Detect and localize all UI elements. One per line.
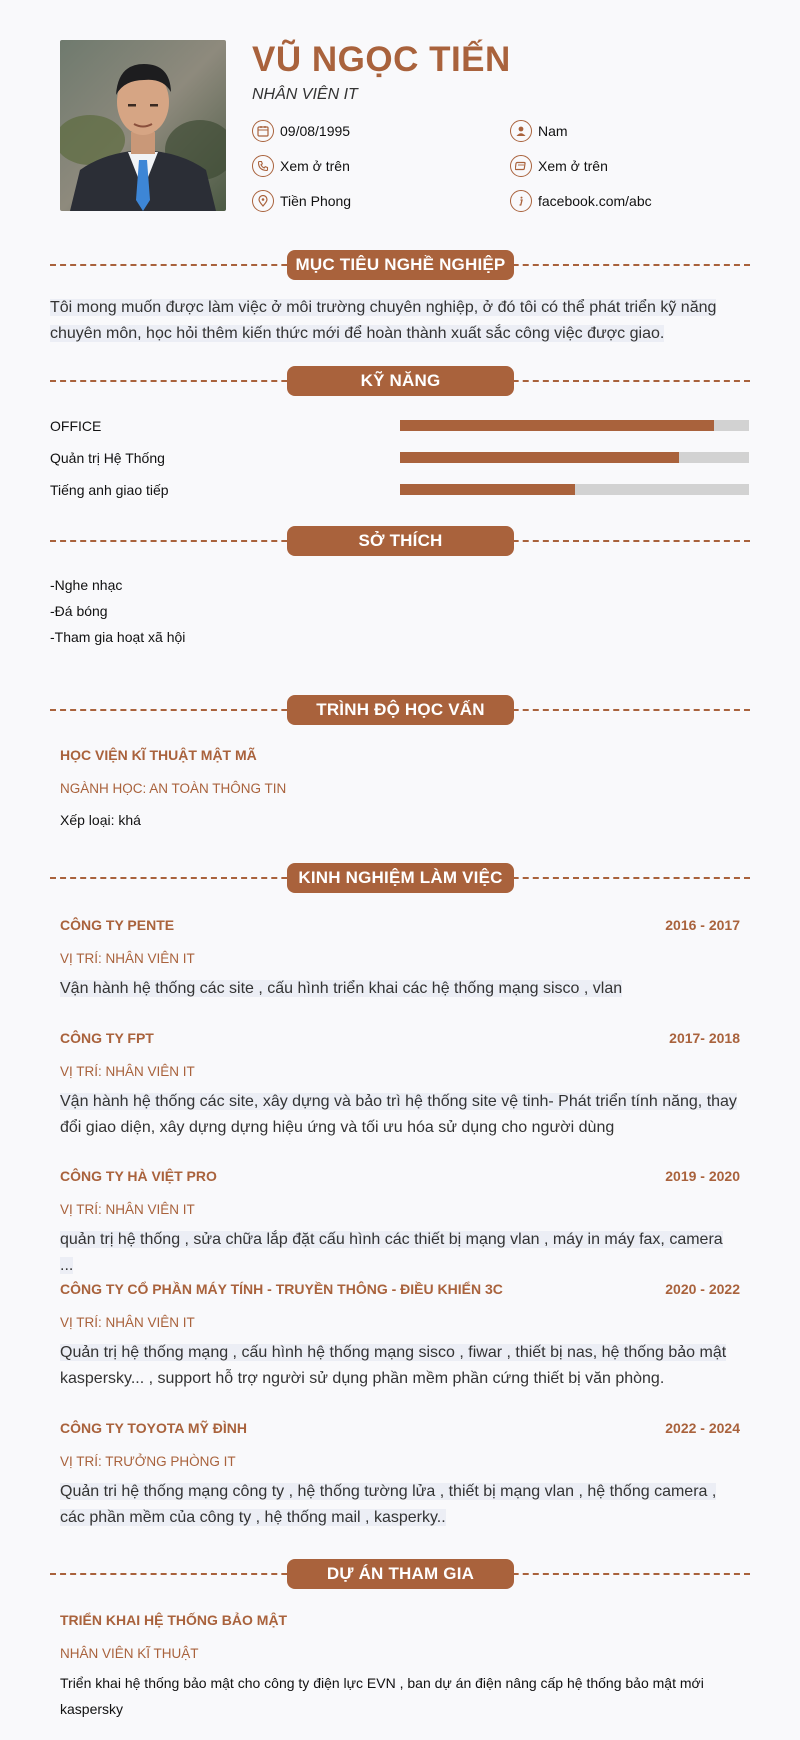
skill-label: Quản trị Hệ Thống: [50, 450, 165, 466]
hobby-item: -Đá bóng: [50, 603, 108, 619]
work-date: 2020 - 2022: [665, 1281, 740, 1297]
project-role: NHÂN VIÊN KĨ THUẬT: [60, 1646, 199, 1661]
work-date: 2017- 2018: [669, 1030, 740, 1046]
section-projects: [50, 1558, 750, 1590]
email-value: Xem ở trên: [538, 158, 608, 174]
objective-text: [50, 295, 750, 347]
candidate-role: NHÂN VIÊN IT: [252, 86, 358, 103]
work-description: [60, 1479, 740, 1531]
school-name: HỌC VIỆN KĨ THUẬT MẬT MÃ: [60, 747, 257, 763]
company-name: CÔNG TY FPT: [60, 1030, 154, 1046]
work-date: 2019 - 2020: [665, 1168, 740, 1184]
skill-bar: [400, 452, 749, 463]
work-description: [60, 976, 740, 1002]
work-description: [60, 1227, 740, 1279]
birthday-value: 09/08/1995: [280, 123, 351, 139]
skill-bar: [400, 420, 749, 431]
calendar-icon: [252, 120, 274, 142]
grade: Xếp loại: khá: [60, 812, 141, 828]
section-objective: [50, 249, 750, 281]
skill-bar: [400, 484, 749, 495]
phone-field: [252, 155, 350, 177]
section-title: TRÌNH ĐỘ HỌC VẤN: [287, 695, 514, 725]
project-description-line: kaspersky: [60, 1701, 124, 1717]
skill-label: OFFICE: [50, 418, 102, 434]
company-name: CÔNG TY HÀ VIỆT PRO: [60, 1168, 217, 1184]
location-pin-icon: [252, 190, 274, 212]
objective-line: chuyên môn, học hỏi thêm kiến thức mới để hoàn thành xuất sắc công việc được giao.: [50, 325, 665, 342]
skill-bar-fill: [400, 420, 714, 431]
skill-bar-fill: [400, 484, 575, 495]
work-description-line: kaspersky... , support hỗ trợ người sử dụng phần mềm phần cứng thiết bị văn phòng.: [60, 1370, 665, 1387]
hobby-item: -Nghe nhạc: [50, 577, 123, 593]
gender-field: [510, 120, 568, 142]
user-icon: [510, 120, 532, 142]
address-field: [252, 190, 351, 212]
section-title: MỤC TIÊU NGHỀ NGHIỆP: [287, 250, 514, 280]
work-position: VỊ TRÍ: TRƯỞNG PHÒNG IT: [60, 1454, 236, 1469]
company-name: CÔNG TY PENTE: [60, 917, 175, 933]
work-description-line: quản trị hệ thống , sửa chữa lắp đặt cấu hình các thiết bị mạng vlan , máy in máy fax, camera ...: [60, 1231, 723, 1274]
skill-label: Tiếng anh giao tiếp: [50, 482, 169, 498]
hobby-item: -Tham gia hoạt xã hội: [50, 629, 186, 645]
section-title: KINH NGHIỆM LÀM VIỆC: [287, 863, 514, 893]
section-experience: [50, 862, 750, 894]
work-description: [60, 1340, 740, 1392]
work-description-line: các phần mềm của công ty , hệ thống mail , kasperky..: [60, 1509, 446, 1526]
section-title: SỞ THÍCH: [287, 526, 514, 556]
section-hobbies: [50, 525, 750, 557]
work-description-line: đổi giao diện, xây dựng dựng hiệu ứng và tối ưu hóa sử dụng cho người dùng: [60, 1119, 615, 1136]
company-name: CÔNG TY CỔ PHẦN MÁY TÍNH - TRUYỀN THÔNG - ĐIỀU KHIỂN 3C: [60, 1281, 503, 1297]
section-education: [50, 694, 750, 726]
mail-icon: [510, 155, 532, 177]
skill-bar-fill: [400, 452, 679, 463]
project-title: TRIỂN KHAI HỆ THỐNG BẢO MẬT: [60, 1612, 288, 1628]
phone-icon: [252, 155, 274, 177]
project-description: [60, 1670, 740, 1722]
gender-value: Nam: [538, 123, 568, 139]
section-title: KỸ NĂNG: [287, 366, 514, 396]
work-description-line: Quản trị hệ thống mạng , cấu hình hệ thống mạng sisco , fiwar , thiết bị nas, hệ thống bảo mật: [60, 1344, 727, 1361]
profile-photo: [60, 40, 226, 211]
work-description-line: Vận hành hệ thống các site , cấu hình triển khai các hệ thống mạng sisco , vlan: [60, 980, 623, 997]
work-position: VỊ TRÍ: NHÂN VIÊN IT: [60, 1202, 195, 1217]
address-value: Tiền Phong: [280, 193, 352, 209]
major: NGÀNH HỌC: AN TOÀN THÔNG TIN: [60, 781, 287, 796]
birthday-field: [252, 120, 350, 142]
work-description-line: Vận hành hệ thống các site, xây dựng và bảo trì hệ thống site vệ tinh- Phát triển tính năng, thay: [60, 1093, 737, 1110]
work-date: 2022 - 2024: [665, 1420, 740, 1436]
project-description-line: Triển khai hệ thống bảo mật cho công ty điện lực EVN , ban dự án điện nâng cấp hệ thống bảo mật mới: [60, 1675, 704, 1691]
candidate-name: VŨ NGỌC TIẾN: [252, 40, 511, 79]
work-date: 2016 - 2017: [665, 917, 740, 933]
company-name: CÔNG TY TOYOTA MỸ ĐÌNH: [60, 1420, 247, 1436]
work-position: VỊ TRÍ: NHÂN VIÊN IT: [60, 1315, 195, 1330]
phone-value: Xem ở trên: [280, 158, 350, 174]
email-field: [510, 155, 608, 177]
work-description-line: Quản tri hệ thống mạng công ty , hệ thống tường lửa , thiết bị mạng vlan , hệ thống camera ,: [60, 1483, 717, 1500]
website-field: [510, 190, 652, 212]
work-position: VỊ TRÍ: NHÂN VIÊN IT: [60, 951, 195, 966]
website-value: facebook.com/abc: [538, 193, 652, 209]
info-icon: [510, 190, 532, 212]
section-skills: [50, 365, 750, 397]
section-title: DỰ ÁN THAM GIA: [287, 1559, 514, 1589]
work-position: VỊ TRÍ: NHÂN VIÊN IT: [60, 1064, 195, 1079]
objective-line: Tôi mong muốn được làm việc ở môi trường chuyên nghiệp, ở đó tôi có thể phát triển kỹ năng: [50, 299, 717, 316]
work-description: [60, 1089, 740, 1141]
